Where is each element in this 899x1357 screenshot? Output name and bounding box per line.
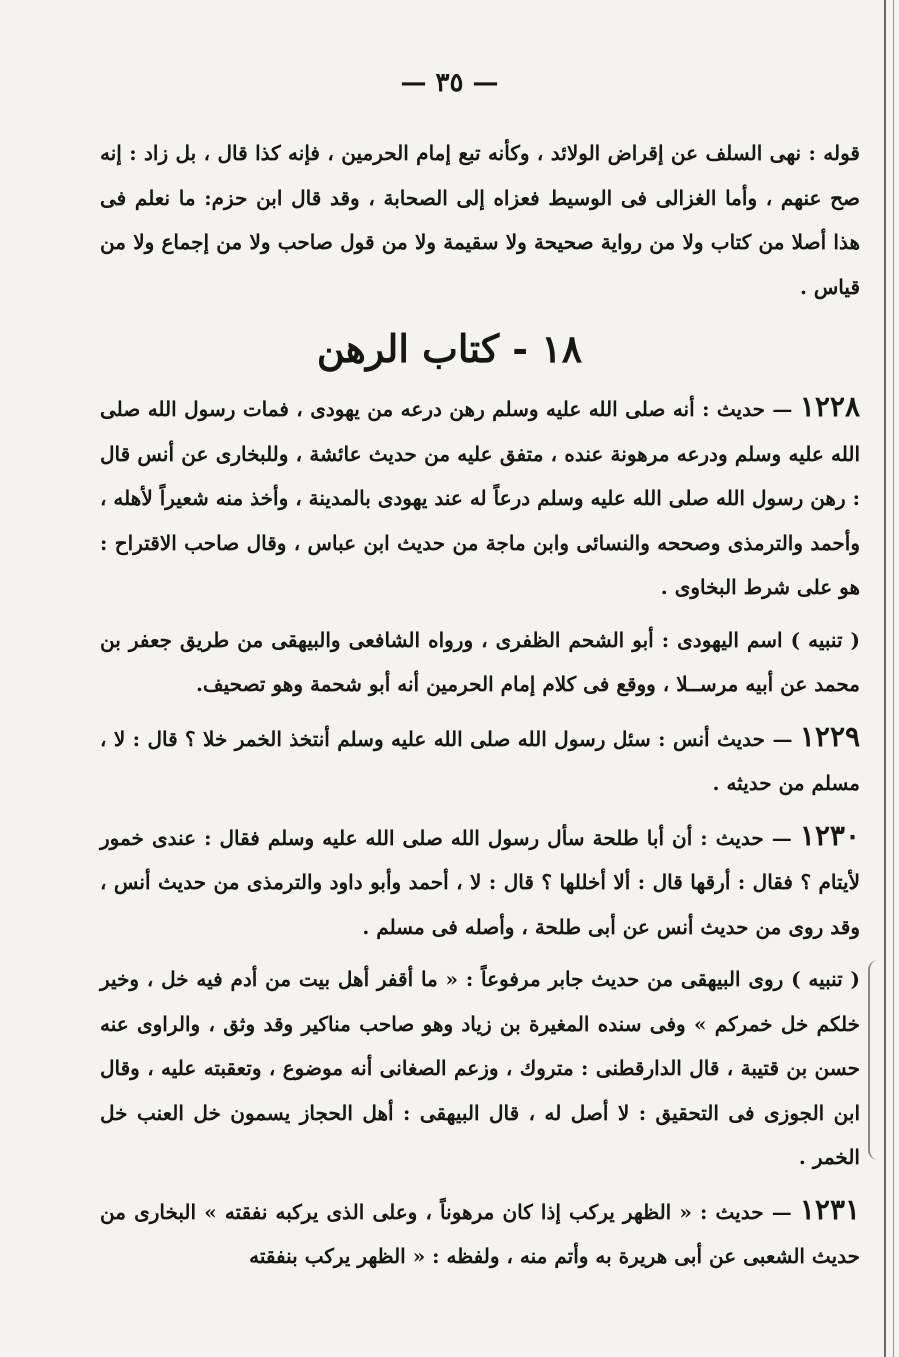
chapter-heading: ١٨ - كتاب الرهن [316, 326, 583, 371]
hadith-entry [100, 715, 860, 806]
entry-text: ( تنبيه ) روى البيهقى من حديث جابر مرفوعاً : « ما أقفر أهل بيت من أدم فيه خل ، وخير خلكم خل خمركم » وفى سنده المغيرة بن زياد وهو صاحب مناكير وقد وثق ، والراوى عنه حسن بن قتيبة ، قال الدارقطنى : متروك ، وزعم الصغانى أنه موضوع ، وتعقبته عليه ، وقال ابن الجوزى فى التحقيق : لا أصل له ، قال البيهقى : أهل الحجاز يسمون خل العنب خل الخمر . [100, 967, 860, 1169]
entry-number: ١٢٣٠ [799, 818, 860, 852]
entry-number: ١٢٣١ [799, 1192, 861, 1226]
hadith-entry [100, 385, 860, 610]
entry-text: — حديث : أنه صلى الله عليه وسلم رهن درعه من يهودى ، فمات رسول الله صلى الله عليه وسلم ودرعه مرهونة عنده ، متفق عليه من حديث عائشة ، وللبخارى عن أنس قال : رهن رسول الله صلى الله عليه وسلم درعاً له عند يهودى بالمدينة ، وأخذ منه شعيراً لأهله ، وأحمد والترمذى وصححه والنسائى وابن ماجة من حديث ابن عباس ، وقال صاحب الاقتراح : هو على شرط البخاوى . [100, 397, 860, 599]
entry-text: — حديث أنس : سئل رسول الله صلى الله عليه وسلم أنتخذ الخمر خلا ؟ قال : لا ، مسلم من حديثه . [100, 726, 860, 795]
intro-paragraph: قوله : نهى السلف عن إقراض الولائد ، وكأنه تبع إمام الحرمين ، فإنه كذا قال ، بل زاد : إنه صح عنهم ، وأما الغزالى فى الوسيط فعزاه إلى الصحابة ، وقد قال ابن حزم: ما نعلم فى هذا أصلا من كتاب ولا من رواية صحيحة ولا سقيمة ولا من قول صاحب ولا من إجماع ولا من قياس . [100, 141, 860, 299]
hadith-entry [100, 1188, 860, 1279]
page-number: — ٣٥ — [400, 68, 499, 98]
note-entry [100, 957, 860, 1180]
entry-number: ١٢٢٩ [799, 719, 861, 753]
hadith-entry [100, 814, 860, 950]
entry-text: — حديث : « الظهر يركب إذا كان مرهوناً ، وعلى الذى يركبه نفقته » البخارى من حديث الشعبى عن أبى هريرة به وأتم منه ، ولفظه : « الظهر يركب بنفقته [100, 1199, 860, 1268]
margin-bracket [868, 960, 880, 1160]
page-edge-line [884, 0, 886, 1357]
note-entry [100, 618, 860, 707]
page-edge-line [893, 0, 894, 1357]
entry-text: ( تنبيه ) اسم اليهودى : أبو الشحم الظفرى ، ورواه الشافعى والبيهقى من طريق جعفر بن محمد عن أبيه مرســلا ، ووقع فى كلام إمام الحرمين أنه أبو شحمة وهو تصحيف. [100, 627, 860, 696]
entry-text: — حديث : أن أبا طلحة سأل رسول الله صلى الله عليه وسلم فقال : عندى خمور لأيتام ؟ فقال : أرقها قال : ألا أخللها ؟ قال : لا ، أحمد وأبو داود والترمذى من حديث أنس ، وقد روى من حديث أنس عن أبى طلحة ، وأصله فى مسلم . [100, 825, 860, 939]
entries-section [100, 385, 860, 1279]
entry-number: ١٢٢٨ [799, 390, 860, 423]
